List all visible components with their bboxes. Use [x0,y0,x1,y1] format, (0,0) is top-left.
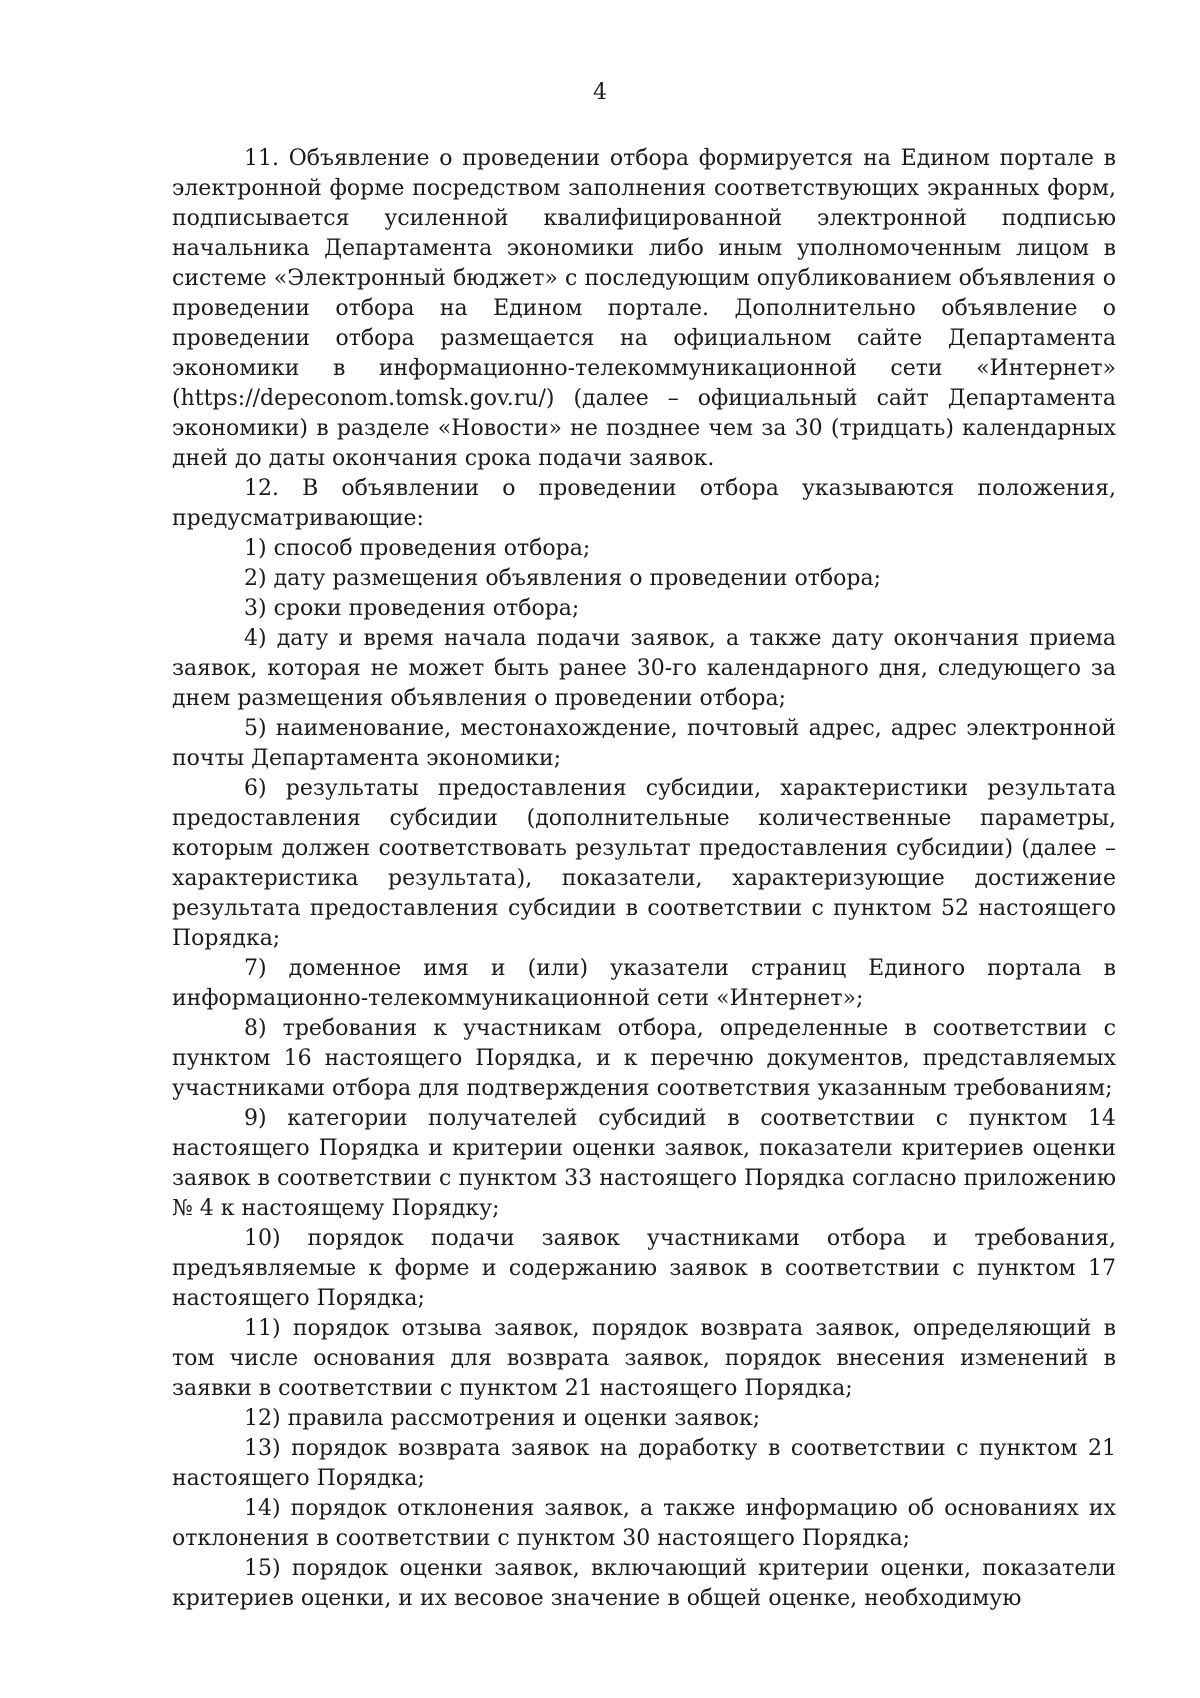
list-item-10: 10) порядок подачи заявок участниками отбора и требования, предъявляемые к форме и содержанию заявок в соответствии с пунктом 17 настоящего Порядка; [172,1226,1116,1311]
list-item-13: 13) порядок возврата заявок на доработку в соответствии с пунктом 21 настоящего Порядка; [172,1436,1116,1491]
list-item-2: 2) дату размещения объявления о проведении отбора; [244,566,881,591]
paragraph-11: 11. Объявление о проведении отбора формируется на Едином портале в электронной форме посредством заполнения соответствующих экранных форм, подписывается усиленной квалифицированной электронной подписью начальника Департамента экономики либо иным уполномоченным лицом в системе «Электронный бюджет» с последующим опубликованием объявления о проведении отбора на Едином портале. Дополнительно объявление о проведении отбора размещается на официальном сайте Департамента экономики в информационно-телекоммуникационной сети «Интернет» (https://depeconom.tomsk.gov.ru/) (далее – официальный сайт Департамента экономики) в разделе «Новости» не позднее чем за 30 (тридцать) календарных дней до даты окончания срока подачи заявок. [172,146,1116,471]
list-item-15: 15) порядок оценки заявок, включающий критерии оценки, показатели критериев оценки, и их весовое значение в общей оценке, необходимую [172,1556,1116,1611]
list-item-4: 4) дату и время начала подачи заявок, а также дату окончания приема заявок, которая не может быть ранее 30-го календарного дня, следующего за днем размещения объявления о проведении отбора; [172,626,1116,711]
list-item-7: 7) доменное имя и (или) указатели страниц Единого портала в информационно-телекоммуникационной сети «Интернет»; [172,956,1116,1011]
list-item-9: 9) категории получателей субсидий в соответствии с пунктом 14 настоящего Порядка и критерии оценки заявок, показатели критериев оценки заявок в соответствии с пунктом 33 настоящего Порядка согласно приложению № 4 к настоящему Порядку; [172,1106,1116,1221]
document-body [172,144,1116,1614]
list-item-5: 5) наименование, местонахождение, почтовый адрес, адрес электронной почты Департамента экономики; [172,716,1116,771]
paragraph-12: 12. В объявлении о проведении отбора указываются положения, предусматривающие: [172,476,1116,531]
list-item-12: 12) правила рассмотрения и оценки заявок; [244,1406,761,1431]
list-item-11: 11) порядок отзыва заявок, порядок возврата заявок, определяющий в том числе основания для возврата заявок, порядок внесения изменений в заявки в соответствии с пунктом 21 настоящего Порядка; [172,1316,1116,1401]
list-item-6: 6) результаты предоставления субсидии, характеристики результата предоставления субсидии (дополнительные количественные параметры, которым должен соответствовать результат предоставления субсидии) (далее – характеристика результата), показатели, характеризующие достижение результата предоставления субсидии в соответствии с пунктом 52 настоящего Порядка; [172,776,1116,951]
list-item-14: 14) порядок отклонения заявок, а также информацию об основаниях их отклонения в соответствии с пунктом 30 настоящего Порядка; [172,1496,1116,1551]
list-item-8: 8) требования к участникам отбора, определенные в соответствии с пунктом 16 настоящего Порядка, и к перечню документов, представляемых участниками отбора для подтверждения соответствия указанным требованиям; [172,1016,1116,1101]
list-item-1: 1) способ проведения отбора; [244,536,591,561]
page-number: 4 [593,80,607,105]
list-item-3: 3) сроки проведения отбора; [244,596,580,621]
